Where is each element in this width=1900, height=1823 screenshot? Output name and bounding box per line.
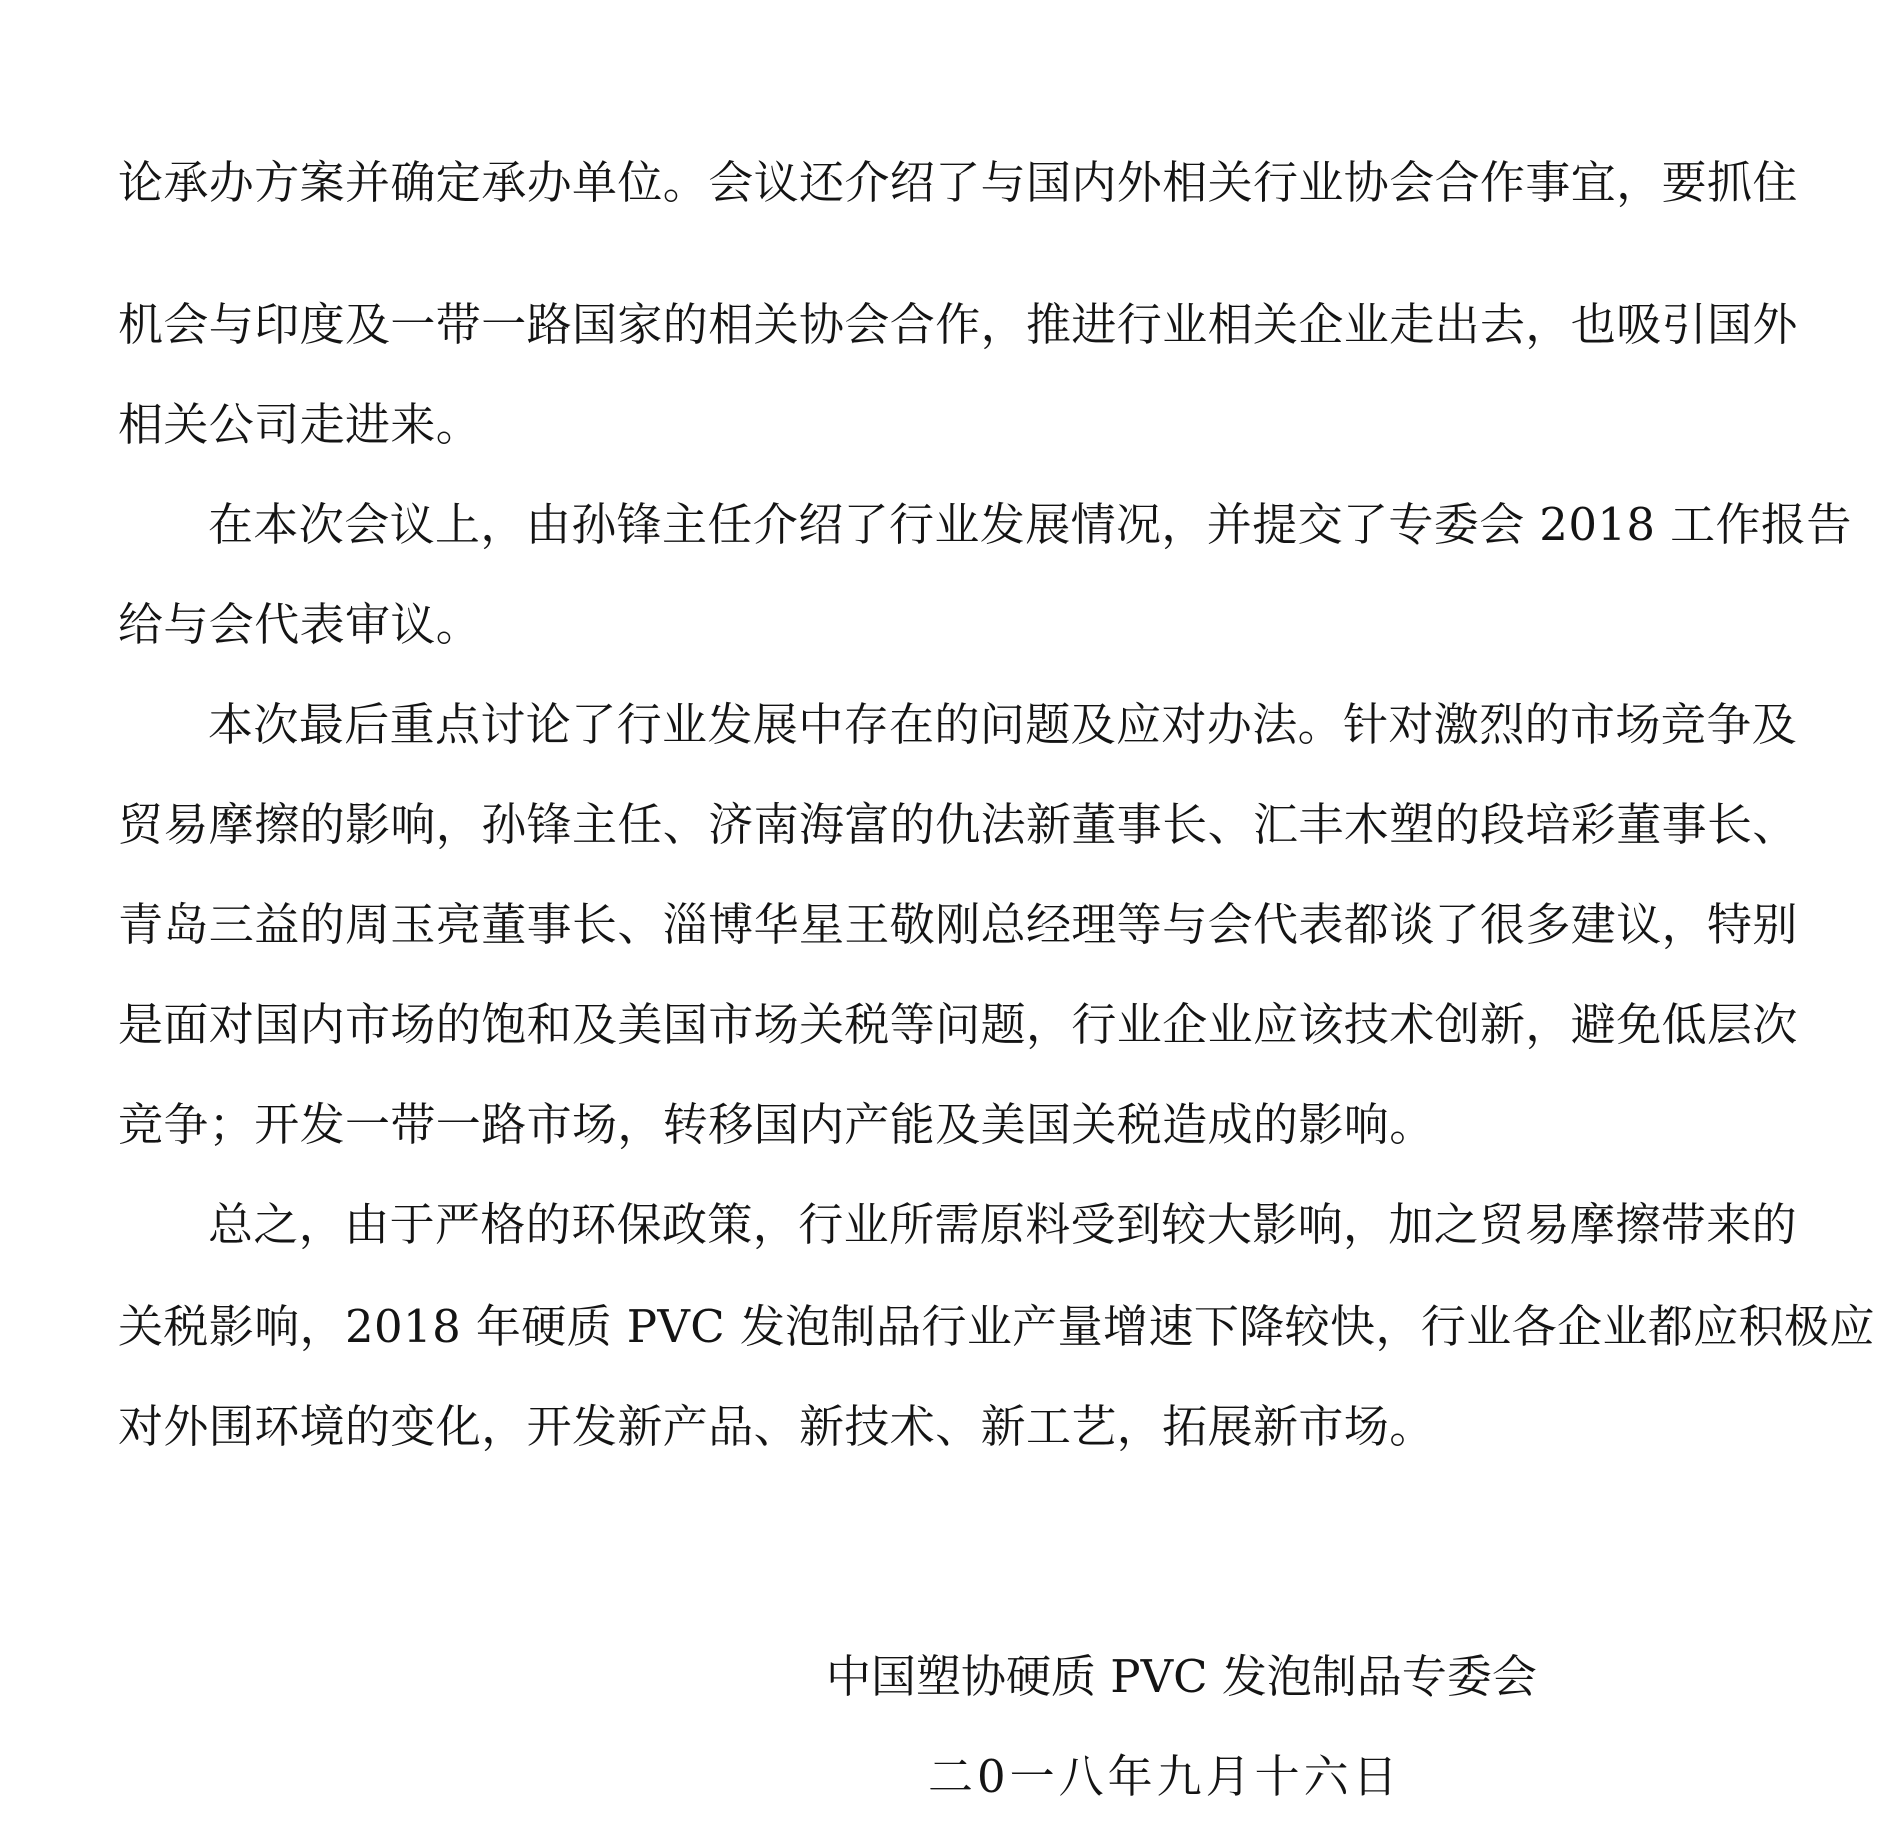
signature-date: 二0一八年九月十六日 [928,1750,1402,1803]
signature-organization: 中国塑协硬质 PVC 发泡制品专委会 [826,1650,1537,1703]
paragraph-4-line-3: 对外围环境的变化，开发新产品、新技术、新工艺，拓展新市场。 [118,1400,1435,1453]
paragraph-3-line-1: 本次最后重点讨论了行业发展中存在的问题及应对办法。针对激烈的市场竞争及 [208,698,1798,751]
paragraph-1-line-3: 相关公司走进来。 [118,398,482,451]
paragraph-1-line-2: 机会与印度及一带一路国家的相关协会合作，推进行业相关企业走出去，也吸引国外 [118,298,1798,351]
paragraph-2-line-1: 在本次会议上，由孙锋主任介绍了行业发展情况，并提交了专委会 2018 工作报告 [208,498,1852,551]
paragraph-3-line-5: 竞争；开发一带一路市场，转移国内产能及美国关税造成的影响。 [118,1098,1435,1151]
paragraph-2-line-2: 给与会代表审议。 [118,598,482,651]
paragraph-3-line-2: 贸易摩擦的影响，孙锋主任、济南海富的仇法新董事长、汇丰木塑的段培彩董事长、 [118,798,1798,851]
paragraph-4-line-1: 总之，由于严格的环保政策，行业所需原料受到较大影响，加之贸易摩擦带来的 [208,1198,1798,1251]
paragraph-3-line-3: 青岛三益的周玉亮董事长、淄博华星王敬刚总经理等与会代表都谈了很多建议，特别 [118,898,1798,951]
paragraph-3-line-4: 是面对国内市场的饱和及美国市场关税等问题，行业企业应该技术创新，避免低层次 [118,998,1798,1051]
paragraph-1-line-1: 论承办方案并确定承办单位。会议还介绍了与国内外相关行业协会合作事宜，要抓住 [118,156,1798,209]
paragraph-4-line-2: 关税影响，2018 年硬质 PVC 发泡制品行业产量增速下降较快，行业各企业都应积极应 [118,1300,1875,1353]
